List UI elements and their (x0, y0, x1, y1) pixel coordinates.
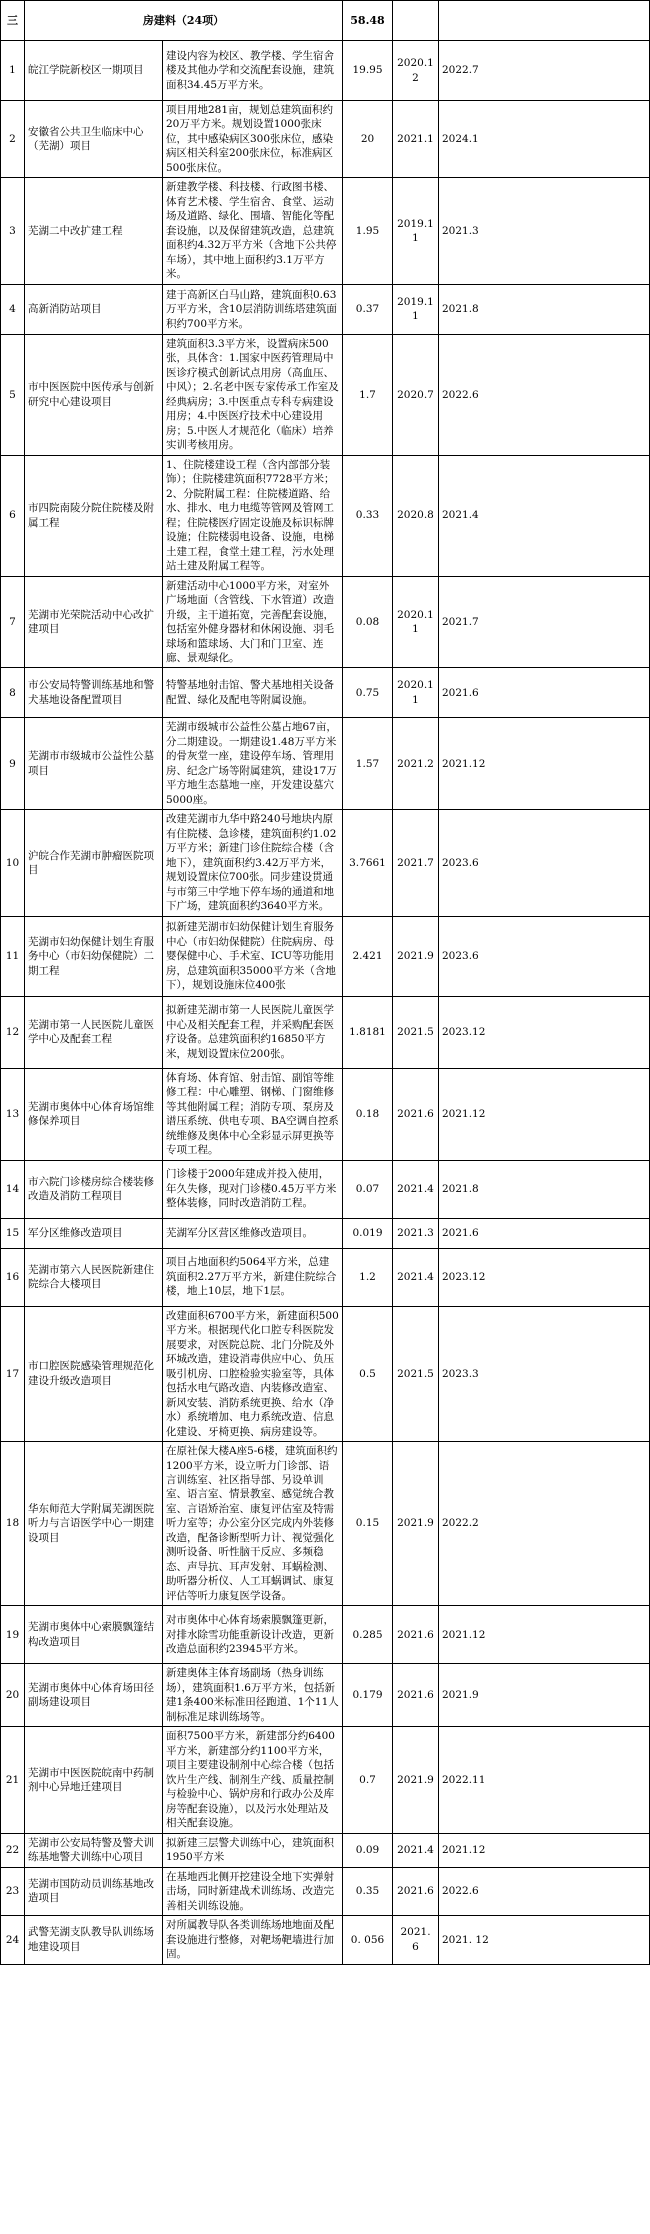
project-name: 芜湖市公安局特警及警犬训练基地警犬训练中心项目 (25, 1833, 163, 1867)
investment-amount: 0.07 (343, 1160, 393, 1218)
project-name: 市六院门诊楼房综合楼装修改造及消防工程项目 (25, 1160, 163, 1218)
project-content: 项目占地面积约5064平方米，总建筑面积2.27万平方米，新建住院综合楼，地上10层，地下1层。 (163, 1248, 343, 1306)
investment-amount: 0.179 (343, 1664, 393, 1727)
investment-amount: 1.8181 (343, 996, 393, 1068)
end-date: 2022.7 (439, 41, 650, 101)
end-date: 2021.4 (439, 455, 650, 576)
project-content: 1、住院楼建设工程（含内部部分装饰）；住院楼建筑面积7728平方米；2、分院附属工程：住院楼道路、给水、排水、电力电缆等管网及管网工程；住院楼医疗固定设施及标识标牌设施；住院楼弱电设备、设施，电梯土建工程，食堂土建工程，污水处理站土建及附属工程等。 (163, 455, 343, 576)
investment-amount: 0.18 (343, 1068, 393, 1160)
project-name: 华东师范大学附属芜湖医院听力与言语医学中心一期建设项目 (25, 1442, 163, 1606)
project-content: 改建面积6700平方米，新建面积500平方米。根据现代化口腔专科医院发展要求，对医院总院、北门分院及外环城改造，建设消毒供应中心、负压吸引机房、口腔检验实验室等，具体包括水电气路改造、内装修改造室、新风安装、消防系统更换、给水（净水）系统增加、电力系统改造、信息化建设、牙椅更换、病房建设等。 (163, 1306, 343, 1441)
start-date: 2021.3 (393, 1218, 439, 1248)
project-content: 门诊楼于2000年建成并投入使用，年久失修，现对门诊楼0.45万平方米整体装修，同时改造消防工程。 (163, 1160, 343, 1218)
project-name: 芜湖市国防动员训练基地改造项目 (25, 1867, 163, 1915)
project-content: 在原社保大楼A座5-6楼，建筑面积约1200平方米，设立听力门诊部、语言训练室、社区指导部、另设单训室、语言室、情景教室、感觉统合教室、言语矫治室、康复评估室及特需听力室等；办公室分区完成内外装修改造，配备诊断型听力计、视觉强化测听设备、听性脑干反应、多频稳态、声导抗、耳声发射、耳蜗检测、助听器分析仪、人工耳蜗调试、康复评估等听力康复医学设备。 (163, 1442, 343, 1606)
investment-amount: 0.7 (343, 1727, 393, 1833)
row-number: 15 (1, 1218, 25, 1248)
investment-amount: 0.019 (343, 1218, 393, 1248)
start-date: 2020.12 (393, 41, 439, 101)
table-row (1, 1306, 650, 1441)
end-date: 2021.7 (439, 576, 650, 668)
start-date: 2021.5 (393, 996, 439, 1068)
project-content: 拟新建三层警犬训练中心，建筑面积1950平方米 (163, 1833, 343, 1867)
table-row (1, 810, 650, 916)
investment-amount: 1.95 (343, 178, 393, 284)
table-row (1, 1867, 650, 1915)
table-row (1, 1160, 650, 1218)
investment-amount: 0.08 (343, 576, 393, 668)
project-content: 改建芜湖市九华中路240号地块内原有住院楼、急诊楼，建筑面积约1.02万平方米；新建门诊住院综合楼（含地下），建筑面积约3.42万平方米，规划设置床位700张。同步建设贯通与市第三中学地下停车场的通道和地下广场，建筑面积约3640平方米。 (163, 810, 343, 916)
end-date: 2022.6 (439, 334, 650, 455)
row-number: 3 (1, 178, 25, 284)
end-date: 2021. 12 (439, 1916, 650, 1964)
table-row (1, 1068, 650, 1160)
investment-amount: 3.7661 (343, 810, 393, 916)
table-body (1, 41, 650, 1965)
row-number: 22 (1, 1833, 25, 1867)
end-date: 2021.8 (439, 284, 650, 334)
project-content: 体育场、体育馆、射击馆、副馆等维修工程：中心雕塑、钢梯、门窗维修等其他附属工程；消防专项、泵房及谱压系统、供电专项、BA空调自控系统维修及奥体中心全彩显示屏更换等专项工程。 (163, 1068, 343, 1160)
investment-amount: 0.33 (343, 455, 393, 576)
project-content: 新建奥体主体育场副场（热身训练场），建筑面积1.6万平方米，包括新建1条400米标准田径跑道、1个11人制标准足球训练场等。 (163, 1664, 343, 1727)
table-row (1, 1442, 650, 1606)
end-date: 2022.11 (439, 1727, 650, 1833)
empty-cell (439, 1, 650, 41)
start-date: 2021.6 (393, 1068, 439, 1160)
start-date: 2020.8 (393, 455, 439, 576)
end-date: 2021.3 (439, 178, 650, 284)
table-row (1, 101, 650, 178)
table-row (1, 1664, 650, 1727)
start-date: 2021.4 (393, 1833, 439, 1867)
project-content: 面积7500平方米，新建部分约6400平方米，新建部分约1100平方米，项目主要建设制剂中心综合楼（包括饮片生产线、制剂生产线、质量控制与检验中心、锅炉房和行政办公及库房等配套设施），以及污水处理站及相关配套设施。 (163, 1727, 343, 1833)
row-number: 6 (1, 455, 25, 576)
table-row (1, 1916, 650, 1964)
project-name: 高新消防站项目 (25, 284, 163, 334)
end-date: 2021.12 (439, 1068, 650, 1160)
project-content: 项目用地281亩，规划总建筑面积约20万平方米。规划设置1000张床位，其中感染病区300张床位，感染病区相关科室200张床位，标准病区500张床位。 (163, 101, 343, 178)
investment-amount: 0.09 (343, 1833, 393, 1867)
start-date: 2021.5 (393, 1306, 439, 1441)
row-number: 12 (1, 996, 25, 1068)
empty-cell (393, 1, 439, 41)
end-date: 2021.8 (439, 1160, 650, 1218)
table-row (1, 718, 650, 810)
start-date: 2021.7 (393, 810, 439, 916)
start-date: 2020.7 (393, 334, 439, 455)
end-date: 2023.6 (439, 916, 650, 996)
project-content: 芜湖军分区营区维修改造项目。 (163, 1218, 343, 1248)
end-date: 2022.6 (439, 1867, 650, 1915)
table-row (1, 1606, 650, 1664)
start-date: 2021.6 (393, 1664, 439, 1727)
project-name: 市四院南陵分院住院楼及附属工程 (25, 455, 163, 576)
table-row (1, 996, 650, 1068)
table-row (1, 284, 650, 334)
table-row (1, 668, 650, 718)
category-title: 房建料（24项） (25, 1, 343, 41)
investment-amount: 0.5 (343, 1306, 393, 1441)
investment-amount: 0. 056 (343, 1916, 393, 1964)
start-date: 2019.11 (393, 284, 439, 334)
table-row (1, 178, 650, 284)
project-name: 皖江学院新校区一期项目 (25, 41, 163, 101)
start-date: 2020.11 (393, 668, 439, 718)
project-content: 建筑面积3.3平方米，设置病床500张，具体含：1.国家中医药管理局中医诊疗模式创新试点用房（高血压、中风）；2.名老中医专家传承工作室及经典病房；3.中医重点专科专病建设用房；4.中医医疗技术中心建设用房；5.中医人才规范化（临床）培养实训考核用房。 (163, 334, 343, 455)
row-number: 4 (1, 284, 25, 334)
investment-amount: 0.37 (343, 284, 393, 334)
end-date: 2022.2 (439, 1442, 650, 1606)
project-name: 芜湖市第六人民医院新建住院综合大楼项目 (25, 1248, 163, 1306)
investment-amount: 2.421 (343, 916, 393, 996)
end-date: 2021.12 (439, 1833, 650, 1867)
project-content: 拟新建芜湖市妇幼保健计划生育服务中心（市妇幼保健院）住院病房、母婴保健中心、手术室、ICU等功能用房，总建筑面积35000平方米（含地下），规划设施床位400张 (163, 916, 343, 996)
start-date: 2021.4 (393, 1248, 439, 1306)
project-name: 芜湖市奥体中心体育场馆维修保养项目 (25, 1068, 163, 1160)
investment-amount: 0.15 (343, 1442, 393, 1606)
row-number: 20 (1, 1664, 25, 1727)
table-row (1, 455, 650, 576)
project-name: 芜湖市妇幼保健计划生育服务中心（市妇幼保健院）二期工程 (25, 916, 163, 996)
start-date: 2021.1 (393, 101, 439, 178)
investment-amount: 0.285 (343, 1606, 393, 1664)
row-number: 5 (1, 334, 25, 455)
investment-amount: 19.95 (343, 41, 393, 101)
investment-amount: 1.57 (343, 718, 393, 810)
row-number: 13 (1, 1068, 25, 1160)
project-name: 芜湖市奥体中心体育场田径副场建设项目 (25, 1664, 163, 1727)
table-row (1, 1248, 650, 1306)
project-content: 新建活动中心1000平方米，对室外广场地面（含管线、下水管道）改造升级，主干道拓宽，完善配套设施，包括室外健身器材和休闲设施、羽毛球场和篮球场、大门和门卫室、连廊、景观绿化。 (163, 576, 343, 668)
project-content: 拟新建芜湖市第一人民医院儿童医学中心及相关配套工程，并采购配套医疗设备。总建筑面积约16850平方米，规划设置床位200张。 (163, 996, 343, 1068)
row-number: 24 (1, 1916, 25, 1964)
start-date: 2021.9 (393, 916, 439, 996)
project-content: 新建教学楼、科技楼、行政图书楼、体育艺术楼、学生宿舍、食堂、运动场及道路、绿化、围墙、智能化等配套设施，以及保留建筑改造，总建筑面积约4.32万平方米（含地下公共停车场），其中地上面积约3.1万平方米。 (163, 178, 343, 284)
table-row (1, 916, 650, 996)
table-row (1, 1218, 650, 1248)
table-header-row (1, 1, 650, 41)
project-content: 建设内容为校区、教学楼、学生宿舍楼及其他办学和交流配套设施，建筑面积34.45万平方米。 (163, 41, 343, 101)
project-name: 市中医医院中医传承与创新研究中心建设项目 (25, 334, 163, 455)
row-number: 23 (1, 1867, 25, 1915)
row-number: 9 (1, 718, 25, 810)
investment-amount: 1.7 (343, 334, 393, 455)
row-number: 8 (1, 668, 25, 718)
project-content: 芜湖市级城市公益性公墓占地67亩，分二期建设。一期建设1.48万平方米的骨灰堂一座，建设停车场、管理用房、纪念广场等附属建筑，建设17万平方地生态墓地一座，开发建设墓穴5000座。 (163, 718, 343, 810)
end-date: 2023.6 (439, 810, 650, 916)
project-content: 建于高新区白马山路，建筑面积0.63万平方米，含10层消防训练塔建筑面积约700平方米。 (163, 284, 343, 334)
end-date: 2023.12 (439, 1248, 650, 1306)
project-name: 芜湖市中医医院皖南中药制剂中心异地迁建项目 (25, 1727, 163, 1833)
end-date: 2023.3 (439, 1306, 650, 1441)
start-date: 2021.2 (393, 718, 439, 810)
project-name: 沪皖合作芜湖市肿瘤医院项目 (25, 810, 163, 916)
end-date: 2021.12 (439, 718, 650, 810)
row-number: 17 (1, 1306, 25, 1441)
project-name: 芜湖二中改扩建工程 (25, 178, 163, 284)
end-date: 2021.6 (439, 668, 650, 718)
row-number: 2 (1, 101, 25, 178)
table-row (1, 41, 650, 101)
project-name: 芜湖市第一人民医院儿童医学中心及配套工程 (25, 996, 163, 1068)
row-number: 18 (1, 1442, 25, 1606)
end-date: 2023.12 (439, 996, 650, 1068)
table-row (1, 1727, 650, 1833)
end-date: 2021.6 (439, 1218, 650, 1248)
investment-amount: 0.75 (343, 668, 393, 718)
project-content: 在基地西北侧开挖建设全地下实弹射击场，同时新建战术训练场、改造完善相关训练设施。 (163, 1867, 343, 1915)
project-content: 对所属教导队各类训练场地地面及配套设施进行整修，对靶场靶墙进行加固。 (163, 1916, 343, 1964)
project-name: 芜湖市光荣院活动中心改扩建项目 (25, 576, 163, 668)
table-row (1, 334, 650, 455)
project-name: 安徽省公共卫生临床中心（芜湖）项目 (25, 101, 163, 178)
project-content: 特警基地射击馆、警犬基地相关设备配置、绿化及配电等附属设施。 (163, 668, 343, 718)
investment-amount: 20 (343, 101, 393, 178)
row-number: 14 (1, 1160, 25, 1218)
row-number: 10 (1, 810, 25, 916)
table-row (1, 576, 650, 668)
start-date: 2021.9 (393, 1442, 439, 1606)
table-row (1, 1833, 650, 1867)
project-name: 军分区维修改造项目 (25, 1218, 163, 1248)
end-date: 2021.12 (439, 1606, 650, 1664)
row-number: 19 (1, 1606, 25, 1664)
start-date: 2021.4 (393, 1160, 439, 1218)
end-date: 2024.1 (439, 101, 650, 178)
start-date: 2021.6 (393, 1867, 439, 1915)
category-total: 58.48 (343, 1, 393, 41)
row-number: 11 (1, 916, 25, 996)
project-name: 芜湖市市级城市公益性公墓项目 (25, 718, 163, 810)
row-number: 1 (1, 41, 25, 101)
end-date: 2021.9 (439, 1664, 650, 1727)
start-date: 2019.11 (393, 178, 439, 284)
project-content: 对市奥体中心体育场索膜飘篷更新，对排水除雪功能重新设计改造，更新改造总面积约23945平方米。 (163, 1606, 343, 1664)
project-name: 芜湖市奥体中心索膜飘篷结构改造项目 (25, 1606, 163, 1664)
project-name: 武警芜湖支队教导队训练场地建设项目 (25, 1916, 163, 1964)
start-date: 2021.6 (393, 1606, 439, 1664)
investment-amount: 0.35 (343, 1867, 393, 1915)
row-number: 7 (1, 576, 25, 668)
project-name: 市口腔医院感染管理规范化建设升级改造项目 (25, 1306, 163, 1441)
start-date: 2021. 6 (393, 1916, 439, 1964)
project-name: 市公安局特警训练基地和警犬基地设备配置项目 (25, 668, 163, 718)
row-number: 21 (1, 1727, 25, 1833)
row-number: 16 (1, 1248, 25, 1306)
start-date: 2021.9 (393, 1727, 439, 1833)
start-date: 2020.11 (393, 576, 439, 668)
investment-amount: 1.2 (343, 1248, 393, 1306)
section-number: 三 (1, 1, 25, 41)
